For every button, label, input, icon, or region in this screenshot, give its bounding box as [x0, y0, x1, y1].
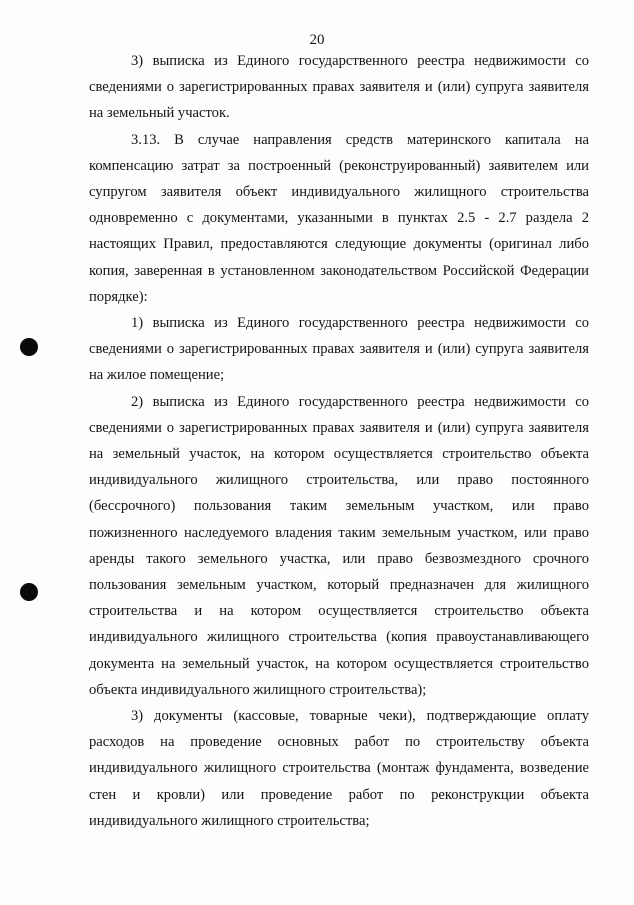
document-body — [89, 48, 589, 834]
paragraph-item-2-construction-land-extract: 2) выписка из Единого государственного реестра недвижимости со сведениями о зарегистрированных правах заявителя и (или) супруга заявителя на земельный участок, на котором осуществляется строительство объекта индивидуального жилищного строительства, или право постоянного (бессрочного) пользования таким земельным участком, или право пожизненного наследуемого владения таким земельным участком, или право аренды такого земельного участка, или право безвозмездного срочного пользования земельным участком, который предназначен для жилищного строительства и на котором осуществляется строительство объекта индивидуального жилищного строительства (копия правоустанавливающего документа на земельный участок, на котором осуществляется строительство объекта индивидуального жилищного строительства); — [89, 393, 589, 698]
punch-hole-lower — [20, 583, 38, 601]
paragraph-section-3-13: 3.13. В случае направления средств материнского капитала на компенсацию затрат за построенный (реконструированный) заявителем или супругом заявителя объект индивидуального жилищного строительства одновременно с документами, указанными в пунктах 2.5 - 2.7 раздела 2 настоящих Правил, предоставляются следующие документы (оригинал либо копия, заверенная в установленном законодательством Российской Федерации порядке): — [89, 131, 589, 305]
page-number: 20 — [309, 32, 325, 48]
paragraph-item-3-land-plot-extract: 3) выписка из Единого государственного реестра недвижимости со сведениями о зарегистрированных правах заявителя и (или) супруга заявителя на земельный участок. — [89, 53, 589, 122]
punch-hole-upper — [20, 338, 38, 356]
paragraph-item-1-dwelling-extract: 1) выписка из Единого государственного реестра недвижимости со сведениями о зарегистрированных правах заявителя и (или) супруга заявителя на жилое помещение; — [89, 315, 589, 384]
paragraph-item-3-payment-documents: 3) документы (кассовые, товарные чеки), подтверждающие оплату расходов на проведение основных работ по строительству объекта индивидуального жилищного строительства (монтаж фундамента, возведение стен и кровли) или проведение работ по реконструкции объекта индивидуального жилищного строительства; — [89, 708, 589, 829]
